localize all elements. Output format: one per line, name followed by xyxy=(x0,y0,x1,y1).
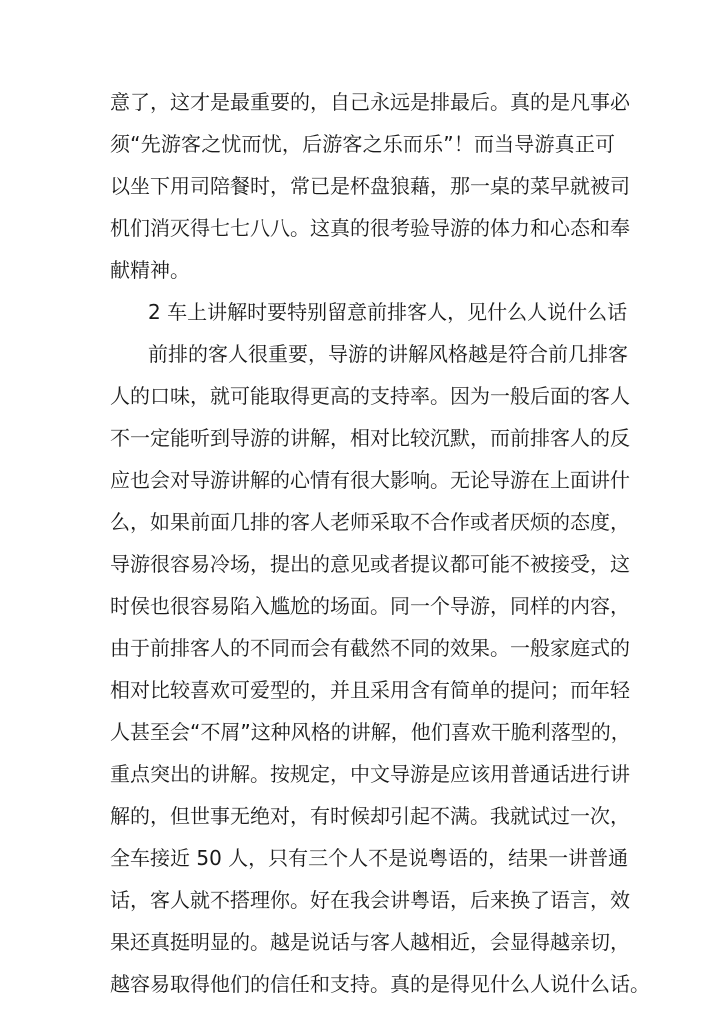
text-line-4: 机们消灭得七七八八。这真的很考验导游的体力和心态和奉 xyxy=(110,216,630,240)
text-line-12: 导游很容易冷场，提出的意见或者提议都可能不被接受，这 xyxy=(110,552,630,576)
text-line-9: 不一定能听到导游的讲解，相对比较沉默，而前排客人的反 xyxy=(110,426,630,450)
text-line-16: 人甚至会“不屑”这种风格的讲解，他们喜欢干脆利落型的， xyxy=(110,720,631,744)
text-line-15: 相对比较喜欢可爱型的，并且采用含有简单的提问；而年轻 xyxy=(110,678,630,702)
text-line-5: 献精神。 xyxy=(110,258,190,282)
text-line-11: 么，如果前面几排的客人老师采取不合作或者厌烦的态度， xyxy=(110,510,630,534)
text-line-19: 全车接近 50 人，只有三个人不是说粤语的，结果一讲普通 xyxy=(110,846,629,870)
text-line-14: 由于前排客人的不同而会有截然不同的效果。一般家庭式的 xyxy=(110,636,630,660)
text-line-22: 越容易取得他们的信任和支持。真的是得见什么人说什么话。 xyxy=(110,972,650,996)
text-line-13: 时侯也很容易陷入尴尬的场面。同一个导游，同样的内容， xyxy=(110,594,630,618)
text-line-21: 果还真挺明显的。越是说话与客人越相近，会显得越亲切， xyxy=(110,930,630,954)
section-heading: 2 车上讲解时要特别留意前排客人，见什么人说什么话 xyxy=(148,300,628,324)
text-line-2: 须“先游客之忧而忧，后游客之乐而乐”！而当导游真正可 xyxy=(110,132,615,156)
text-line-18: 解的，但世事无绝对，有时候却引起不满。我就试过一次， xyxy=(110,804,630,828)
text-line-8: 人的口味，就可能取得更高的支持率。因为一般后面的客人 xyxy=(110,384,630,408)
text-line-7: 前排的客人很重要，导游的讲解风格越是符合前几排客 xyxy=(148,342,628,366)
text-line-10: 应也会对导游讲解的心情有很大影响。无论导游在上面讲什 xyxy=(110,468,630,492)
text-line-20: 话，客人就不搭理你。好在我会讲粤语，后来换了语言，效 xyxy=(110,888,630,912)
text-line-1: 意了，这才是最重要的，自己永远是排最后。真的是凡事必 xyxy=(110,90,630,114)
text-line-3: 以坐下用司陪餐时，常已是杯盘狼藉，那一桌的菜早就被司 xyxy=(110,174,630,198)
text-line-17: 重点突出的讲解。按规定，中文导游是应该用普通话进行讲 xyxy=(110,762,630,786)
